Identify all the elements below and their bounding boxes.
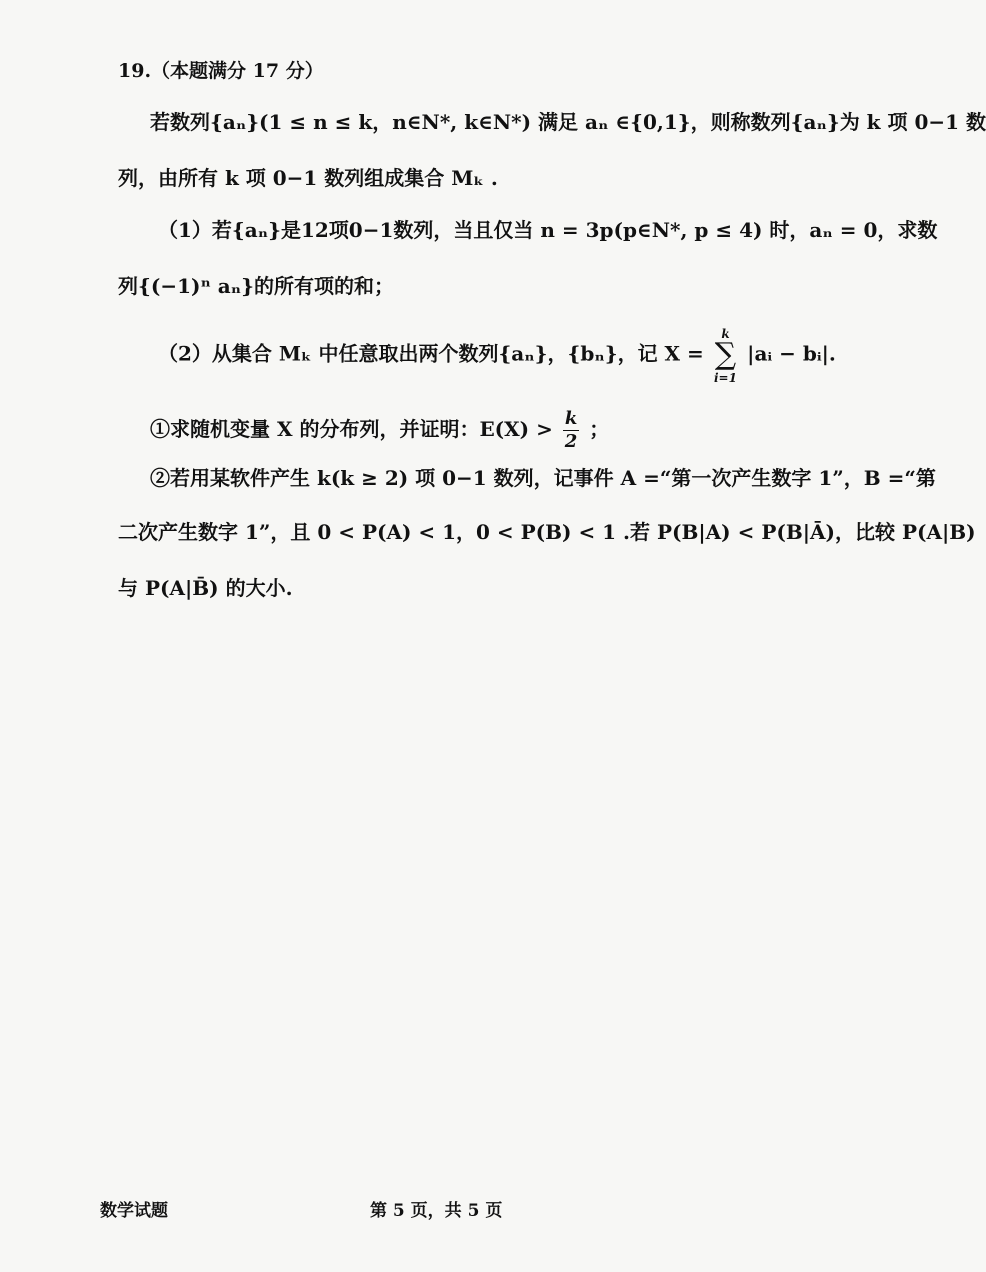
question-2a-end: ； [589,417,610,441]
question-2-tail: |aᵢ − bᵢ|. [747,341,836,366]
question-1-line-1: （1）若{aₙ}是12项0−1数列，当且仅当 n = 3p(p∈N*, p ≤ 4) 时，aₙ = 0，求数 [158,218,938,242]
footer-page-number: 第 5 页，共 5 页 [370,1201,503,1221]
footer-subject: 数学试题 [100,1201,168,1221]
fraction-numerator: k [564,408,578,429]
sum-lower-limit: i=1 [714,371,737,385]
sum-upper-limit: k [721,327,730,341]
summation-symbol: ∑ k i=1 [714,327,737,385]
intro-line-1: 若数列{aₙ}(1 ≤ n ≤ k，n∈N*, k∈N*) 满足 aₙ ∈{0,1}，则称数列{aₙ}为 k 项 0−1 数 [150,110,986,134]
question-2a-text: ①求随机变量 X 的分布列，并证明：E(X) > [150,417,553,441]
fraction-denominator: 2 [564,431,578,452]
problem-header: 19.（本题满分 17 分） [118,60,324,82]
question-1-line-2: 列{(−1)ⁿ aₙ}的所有项的和； [118,274,395,298]
question-2-text: （2）从集合 Mₖ 中任意取出两个数列{aₙ}，{bₙ}，记 X = [158,341,704,366]
question-2b-line-3: 与 P(A|B̄) 的大小. [118,576,293,600]
fraction-k-over-2 [563,408,579,453]
question-2b-line-2: 二次产生数字 1”，且 0 < P(A) < 1，0 < P(B) < 1 .若 P(B|A) < P(B|Ā)，比较 P(A|B) [118,520,976,544]
question-2b-line-1: ②若用某软件产生 k(k ≥ 2) 项 0−1 数列，记事件 A =“第一次产生数字 1”，B =“第 [150,466,936,490]
question-2a-line [150,408,609,453]
intro-line-2: 列，由所有 k 项 0−1 数列组成集合 Mₖ . [118,166,498,190]
question-2-line [158,327,836,385]
